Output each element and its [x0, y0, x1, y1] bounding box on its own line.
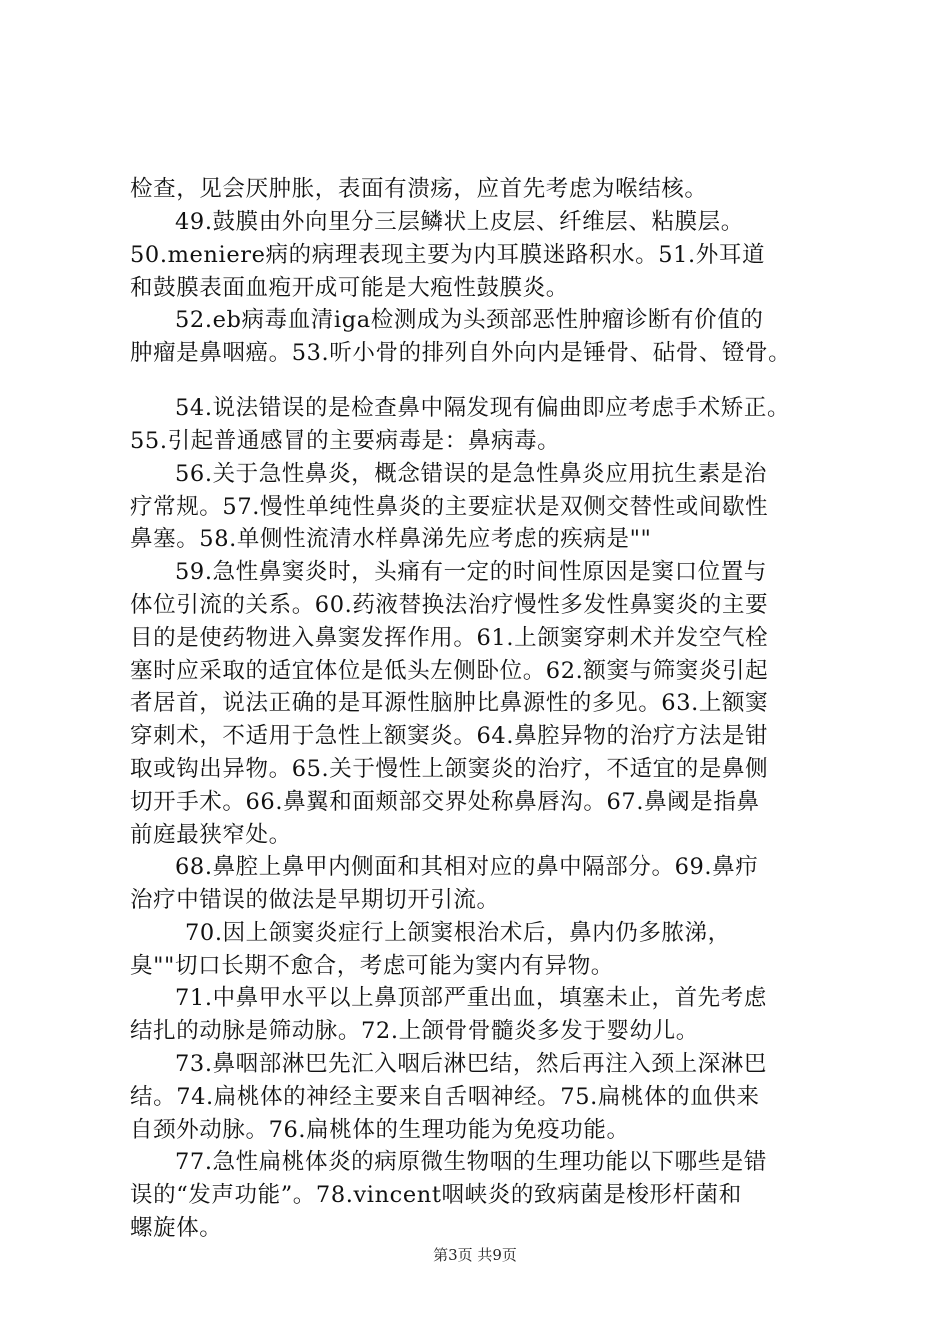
- text-line: 和鼓膜表面血疱开成可能是大疱性鼓膜炎。: [130, 275, 569, 301]
- text-line: 肿瘤是鼻咽癌。53.听小骨的排列自外向内是锤骨、砧骨、镫骨。: [130, 340, 792, 366]
- text-line: 自颈外动脉。76.扁桃体的生理功能为免疫功能。: [130, 1117, 630, 1143]
- text-line: 臭""切口长期不愈合，考虑可能为窦内有异物。: [130, 953, 614, 979]
- text-line: 检查，见会厌肿胀，表面有溃疡，应首先考虑为喉结核。: [130, 176, 708, 202]
- page-number-footer: 第3页 共9页: [433, 1246, 517, 1264]
- text-line: 54.说法错误的是检查鼻中隔发现有偏曲即应考虑手术矫正。: [175, 395, 791, 421]
- text-line: 切开手术。66.鼻翼和面颊部交界处称鼻唇沟。67.鼻阈是指鼻: [130, 789, 760, 815]
- text-line: 者居首，说法正确的是耳源性脑肿比鼻源性的多见。63.上额窦: [130, 690, 769, 716]
- text-line: 55.引起普通感冒的主要病毒是：鼻病毒。: [130, 428, 561, 454]
- text-line: 结。74.扁桃体的神经主要来自舌咽神经。75.扁桃体的血供来: [130, 1084, 760, 1110]
- text-line: 取或钩出异物。65.关于慢性上颌窦炎的治疗，不适宜的是鼻侧: [130, 756, 769, 782]
- text-line: 目的是使药物进入鼻窦发挥作用。61.上颌窦穿刺术并发空气栓: [130, 625, 769, 651]
- text-line: 73.鼻咽部淋巴先汇入咽后淋巴结，然后再注入颈上深淋巴: [175, 1051, 767, 1077]
- text-line: 螺旋体。: [130, 1215, 223, 1241]
- text-line: 鼻塞。58.单侧性流清水样鼻涕先应考虑的疾病是"": [130, 526, 652, 552]
- text-line: 疗常规。57.慢性单纯性鼻炎的主要症状是双侧交替性或间歇性: [130, 494, 769, 520]
- text-line: 穿刺术，不适用于急性上额窦炎。64.鼻腔异物的治疗方法是钳: [130, 723, 769, 749]
- text-line: 塞时应采取的适宜体位是低头左侧卧位。62.额窦与筛窦炎引起: [130, 658, 769, 684]
- text-line: 70.因上颌窦炎症行上颌窦根治术后，鼻内仍多脓涕，: [185, 920, 731, 946]
- text-line: 治疗中错误的做法是早期切开引流。: [130, 887, 500, 913]
- text-line: 误的“发声功能”。78.vincent咽峡炎的致病菌是梭形杆菌和: [130, 1182, 742, 1208]
- text-line: 59.急性鼻窦炎时，头痛有一定的时间性原因是窦口位置与: [175, 559, 767, 585]
- text-line: 50.meniere病的病理表现主要为内耳膜迷路积水。51.外耳道: [130, 242, 766, 268]
- text-line: 49.鼓膜由外向里分三层鳞状上皮层、纤维层、粘膜层。: [175, 209, 744, 235]
- text-line: 52.eb病毒血清iga检测成为头颈部恶性肿瘤诊断有价值的: [175, 307, 764, 333]
- text-line: 68.鼻腔上鼻甲内侧面和其相对应的鼻中隔部分。69.鼻疖: [175, 854, 759, 880]
- text-line: 77.急性扁桃体炎的病原微生物咽的生理功能以下哪些是错: [175, 1149, 767, 1175]
- text-line: 结扎的动脉是筛动脉。72.上颌骨骨髓炎多发于婴幼儿。: [130, 1018, 699, 1044]
- text-line: 71.中鼻甲水平以上鼻顶部严重出血，填塞未止，首先考虑: [175, 985, 767, 1011]
- text-line: 体位引流的关系。60.药液替换法治疗慢性多发性鼻窦炎的主要: [130, 592, 769, 618]
- text-line: 前庭最狭窄处。: [130, 822, 292, 848]
- text-line: 56.关于急性鼻炎，概念错误的是急性鼻炎应用抗生素是治: [175, 461, 767, 487]
